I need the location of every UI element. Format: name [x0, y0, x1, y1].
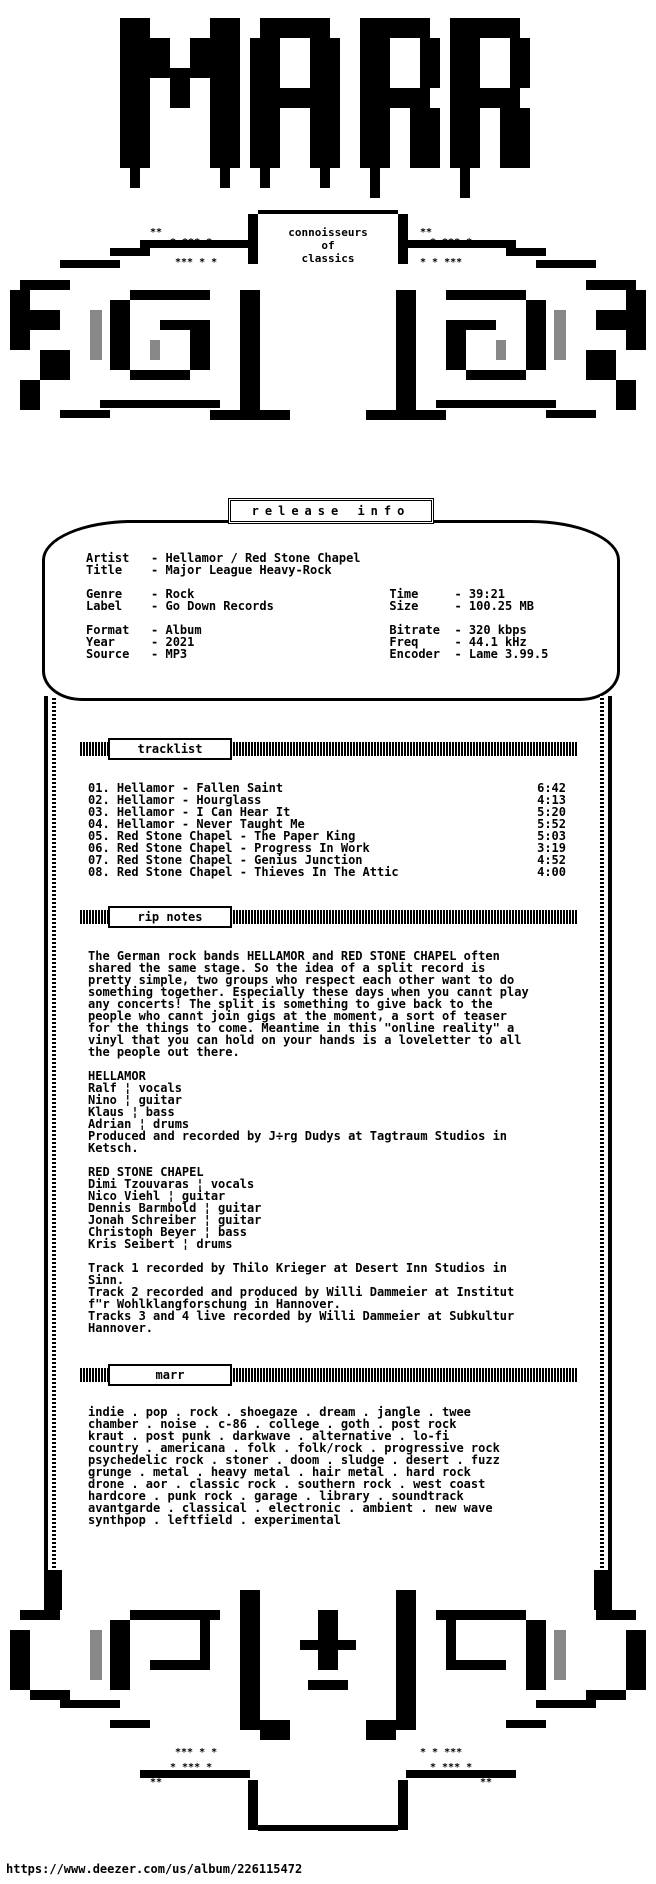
rip-notes-header: rip notes — [108, 906, 232, 928]
track-duration: 5:52 — [537, 817, 566, 831]
track-duration: 5:20 — [537, 805, 566, 819]
svg-text:* * ***: * * *** — [420, 257, 463, 268]
track-row — [88, 866, 566, 878]
track-title: 03. Hellamor - I Can Hear It — [88, 805, 291, 819]
svg-text:* *** *: * *** * — [170, 237, 213, 248]
svg-text:*** * *: *** * * — [175, 257, 218, 268]
track-title: 04. Hellamor - Never Taught Me — [88, 817, 305, 831]
release-info-header: release info — [228, 498, 434, 524]
rip-notes-text: The German rock bands HELLAMOR and RED STONE CHAPEL often shared the same stage. So the idea of a split record is pretty simple, two groups who respect each other want to do something together. Especially these days when you can∩t play any concerts! The split is something to give back to the people who can∩t join gigs at the moment, a sort of teaser for the things to come. Meantime in this "online reality" a vinyl that you can hold on your hands is a loveletter to all the people out there. HELLAMOR Ralf ¦ vocals Nino ¦ guitar Klaus ¦ bass Adrian ¦ drums Produced and recorded by J÷rg Dudys at Tagtraum Studios in Ketsch. RED STONE CHAPEL Dimi Tzouvaras ¦ vocals Nico Viehl ¦ guitar Dennis Barmbold ¦ guitar Jonah Schreiber ¦ guitar Christoph Beyer ¦ bass Kris Seibert ¦ drums Track 1 recorded by Thilo Krieger at Desert Inn Studios in Sinn. Track 2 recorded and produced by Willi Dammeier at Institut f"r Wohlklangforschung in Hannover. Tracks 3 and 4 live recorded by Willi Dammeier at Subkultur Hannover. — [88, 949, 529, 1335]
tagline-line: of — [321, 239, 335, 252]
column-left-border — [44, 696, 62, 1576]
release-info-row: Title - Major League Heavy-Rock — [86, 563, 332, 577]
track-duration: 5:03 — [537, 829, 566, 843]
svg-text:*** * *: *** * * — [175, 1747, 218, 1758]
marr-header: marr — [108, 1364, 232, 1386]
track-duration: 6:42 — [537, 781, 566, 795]
track-title: 07. Red Stone Chapel - Genius Junction — [88, 853, 363, 867]
tagline — [268, 226, 388, 265]
release-info-row: Genre - Rock Time - 39:21 — [86, 587, 506, 601]
tracklist-header: tracklist — [108, 738, 232, 760]
bottom-ornament — [0, 1570, 656, 1870]
column-right-border — [594, 696, 612, 1576]
marr-logo — [120, 8, 540, 208]
track-duration: 4:00 — [537, 865, 566, 879]
svg-text:**: ** — [150, 227, 163, 238]
svg-text:**: ** — [150, 1777, 163, 1788]
release-info-lines — [86, 552, 548, 660]
svg-text:* *** *: * *** * — [170, 1762, 213, 1773]
source-url-link[interactable]: https://www.deezer.com/us/album/226115472 — [6, 1862, 303, 1876]
svg-text:* *** *: * *** * — [430, 1762, 473, 1773]
genre-list: indie . pop . rock . shoegaze . dream . jangle . twee chamber . noise . c-86 . college . goth . post rock kraut . post punk . darkwave . alternative . lo-fi country . americana . folk . folk/rock . progressive rock psychedelic rock . stoner . doom . sludge . desert . fuzz grunge . metal . heavy metal . hair metal . hard rock drone . aor . classic rock . southern rock . west coast hardcore . punk rock . garage . library . soundtrack avantgarde . classical . electronic . ambient . new wave synthpop . leftfield . experimental — [88, 1405, 500, 1527]
release-info-row: Format - Album Bitrate - 320 kbps — [86, 623, 527, 637]
svg-text:**: ** — [420, 227, 433, 238]
release-info-row: Year - 2021 Freq - 44.1 kHz — [86, 635, 527, 649]
tagline-line: classics — [301, 252, 355, 265]
tracklist-list — [88, 782, 566, 878]
track-duration: 4:13 — [537, 793, 566, 807]
svg-text:**: ** — [480, 1777, 493, 1788]
track-title: 05. Red Stone Chapel - The Paper King — [88, 829, 356, 843]
track-title: 01. Hellamor - Fallen Saint — [88, 781, 284, 795]
track-duration: 3:19 — [537, 841, 566, 855]
track-title: 02. Hellamor - Hourglass — [88, 793, 262, 807]
track-title: 06. Red Stone Chapel - Progress In Work — [88, 841, 370, 855]
release-info-row: Label - Go Down Records Size - 100.25 MB — [86, 599, 534, 613]
release-info-row: Artist - Hellamor / Red Stone Chapel — [86, 551, 361, 565]
track-title: 08. Red Stone Chapel - Thieves In The Attic — [88, 865, 399, 879]
svg-text:* *** *: * *** * — [430, 237, 473, 248]
tagline-line: connoisseurs — [288, 226, 368, 239]
track-duration: 4:52 — [537, 853, 566, 867]
release-info-row: Source - MP3 Encoder - Lame 3.99.5 — [86, 647, 549, 661]
svg-text:* * ***: * * *** — [420, 1747, 463, 1758]
